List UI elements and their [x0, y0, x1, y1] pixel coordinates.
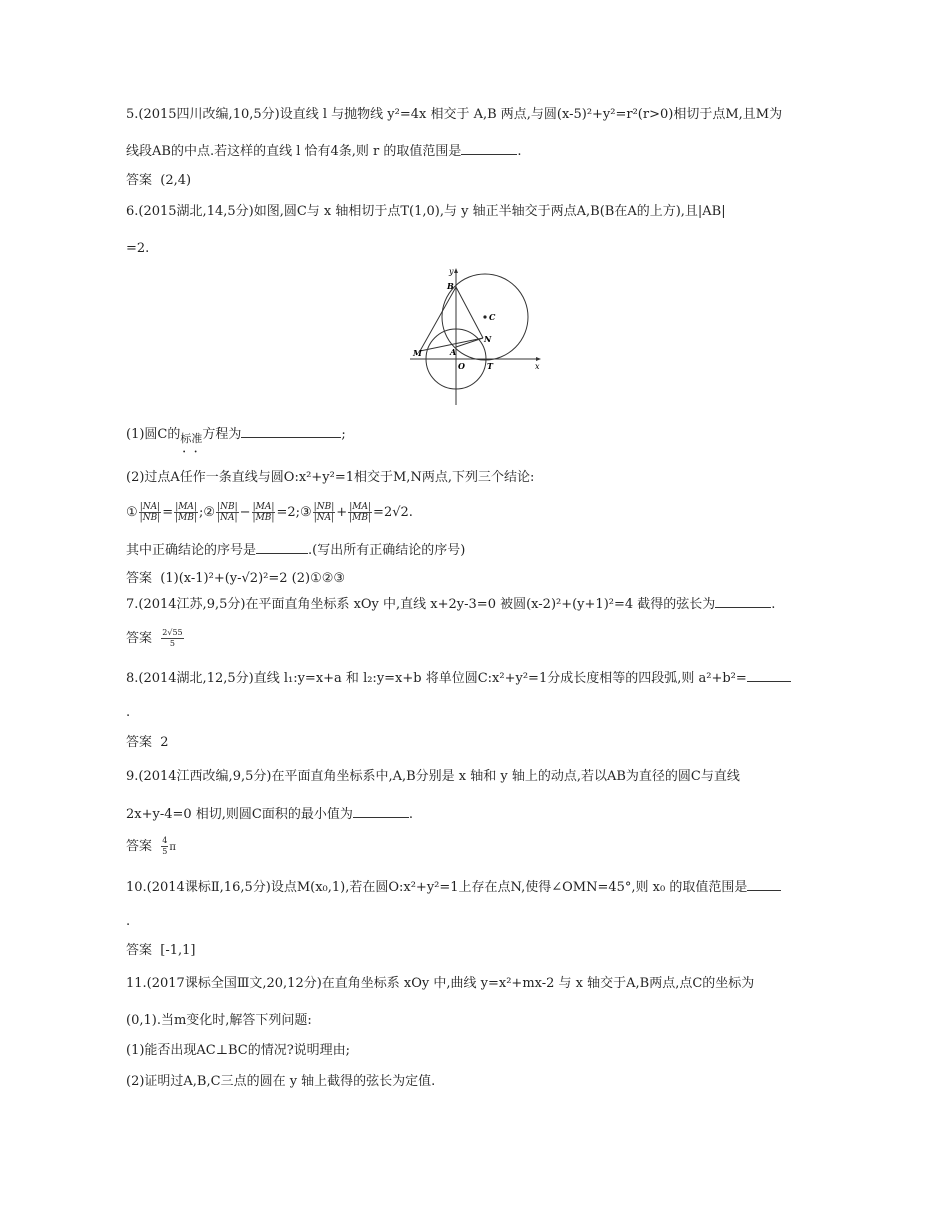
- frac-c2b: [252, 502, 276, 523]
- q8-answer: [126, 734, 169, 752]
- frac-c1a: [139, 502, 162, 523]
- frac-num: |NB|: [313, 502, 335, 512]
- q6-question-post: .(写出所有正确结论的序号): [308, 543, 466, 558]
- q8-blank: [747, 669, 791, 682]
- q7-line1-end: .: [771, 597, 776, 612]
- center-c-dot: [483, 315, 486, 318]
- q11-part2: (2)证明过A,B,C三点的圆在 y 轴上截得的弦长为定值.: [126, 1074, 436, 1089]
- q10-line1: [126, 878, 781, 897]
- frac-num: 4: [162, 836, 168, 845]
- q5-line2-text: 线段AB的中点.若这样的直线 l 恰有4条,则 r 的取值范围是: [126, 144, 462, 159]
- q10-line1-text: 10.(2014课标Ⅱ,16,5分)设点M(x₀,1),若在圆O:x²+y²=1上存在点N,使得∠OMN=45°,则 x₀ 的取值范围是: [126, 880, 748, 895]
- frac-den: |MB|: [349, 513, 372, 523]
- q5-line2: [126, 142, 522, 161]
- frac-num: |MA|: [252, 502, 275, 512]
- frac-num: |MA|: [175, 502, 197, 512]
- answer-value: (1)(x-1)²+(y-√2)²=2 (2)①②③: [160, 571, 346, 586]
- y-axis-arrow: [454, 268, 458, 273]
- q9-answer-frac: [161, 836, 168, 857]
- q7-blank: [715, 595, 771, 608]
- q5-line1: 5.(2015四川改编,10,5分)设直线 l 与抛物线 y²=4x 相交于 A,B 两点,与圆(x-5)²+y²=r²(r>0)相切于点M,且M为: [126, 107, 783, 122]
- q6-part1-prefix: (1)圆C的: [126, 427, 181, 442]
- q6-part1-blank: [241, 425, 341, 438]
- answer-label: 答案: [126, 943, 153, 958]
- c3-root: √2: [392, 505, 409, 520]
- frac-den: 5: [162, 847, 168, 856]
- answer-value: 2: [160, 735, 169, 750]
- label-y: y: [449, 267, 454, 276]
- q10-answer: [126, 942, 196, 960]
- x-axis-arrow: [536, 357, 541, 361]
- answer-value: [-1,1]: [160, 943, 196, 958]
- q9-answer-suffix: π: [169, 842, 176, 853]
- geometry-figure: [405, 265, 545, 410]
- q9-line2-end: .: [408, 807, 414, 822]
- q6-part1: [126, 425, 346, 444]
- conclusion-3-mark: ;③: [295, 505, 312, 520]
- conclusion-2-mark: ;②: [199, 505, 216, 520]
- label-m: M: [413, 348, 422, 358]
- q11-line1: 11.(2017课标全国Ⅲ文,20,12分)在直角坐标系 xOy 中,曲线 y=x²+mx-2 与 x 轴交于A,B两点,点C的坐标为: [126, 976, 755, 991]
- frac-num: |MA|: [349, 502, 371, 512]
- q6-answer: [126, 570, 345, 588]
- c3-eq: =2: [373, 505, 393, 520]
- q8-line2: .: [126, 705, 131, 720]
- q9-blank: [353, 805, 409, 818]
- q11-part1: (1)能否出现AC⊥BC的情况?说明理由;: [126, 1043, 351, 1058]
- q8-line1-text: 8.(2014湖北,12,5分)直线 l₁:y=x+a 和 l₂:y=x+b 将单位圆C:x²+y²=1分成长度相等的四段弧,则 a²+b²=: [126, 671, 747, 686]
- q10-line2: .: [126, 914, 131, 929]
- q7-answer-frac: [161, 628, 183, 649]
- q5-line2-end: .: [517, 144, 522, 159]
- q6-part1-emphasis: 标准 • •: [180, 430, 202, 448]
- q6-line2: =2.: [126, 241, 150, 256]
- q10-blank: [747, 878, 781, 891]
- label-o: O: [458, 361, 465, 371]
- q11-line2: (0,1).当m变化时,解答下列问题:: [126, 1013, 312, 1028]
- answer-label: 答案: [126, 631, 153, 646]
- q9-answer: [126, 836, 176, 857]
- frac-c1b: [174, 502, 198, 523]
- frac-c3a: [313, 502, 336, 523]
- frac-c3b: [348, 502, 372, 523]
- q7-line1-text: 7.(2014江苏,9,5分)在平面直角坐标系 xOy 中,直线 x+2y-3=0 被圆(x-2)²+(y+1)²=4 截得的弦长为: [126, 597, 716, 612]
- answer-label: 答案: [126, 735, 153, 750]
- q9-line2-text: 2x+y-4=0 相切,则圆C面积的最小值为: [126, 807, 353, 822]
- q9-line2: [126, 805, 413, 824]
- label-c: C: [489, 312, 496, 322]
- c2-eq: =2: [276, 505, 296, 520]
- q6-part1-suffix: 方程为: [202, 427, 242, 442]
- frac-den: |NA|: [217, 513, 238, 523]
- q6-question-pre: 其中正确结论的序号是: [126, 543, 257, 558]
- frac-den: |MB|: [252, 513, 275, 523]
- line-bn: [456, 287, 483, 338]
- frac-den: |MB|: [175, 513, 198, 523]
- label-n: N: [484, 334, 492, 344]
- frac-num: |NA|: [139, 502, 161, 512]
- q6-question-blank: [256, 541, 308, 554]
- c1-eq: =: [162, 505, 174, 520]
- answer-label: 答案: [126, 839, 153, 854]
- answer-value: (2,4): [160, 173, 192, 188]
- frac-den: |NA|: [313, 513, 335, 523]
- q6-part1-end: ;: [341, 427, 346, 442]
- q9-line1: 9.(2014江西改编,9,5分)在平面直角坐标系中,A,B分别是 x 轴和 y 轴上的动点,若以AB为直径的圆C与直线: [126, 769, 740, 784]
- q6-question: [126, 541, 465, 560]
- answer-label: 答案: [126, 173, 153, 188]
- q8-line1: [126, 669, 791, 688]
- frac-den: 5: [169, 639, 176, 648]
- frac-num: 2√55: [162, 628, 183, 637]
- conclusion-1-mark: ①: [126, 505, 138, 520]
- q6-part2: (2)过点A任作一条直线与圆O:x²+y²=1相交于M,N两点,下列三个结论:: [126, 470, 535, 485]
- q5-blank: [461, 142, 517, 155]
- q7-answer: [126, 628, 185, 649]
- c3-op: +: [336, 505, 348, 520]
- q7-line1: [126, 595, 775, 614]
- label-a: A: [450, 347, 457, 357]
- c3-end: .: [408, 505, 413, 520]
- frac-den: |NB|: [139, 513, 161, 523]
- label-t: T: [487, 361, 493, 371]
- frac-c2a: [216, 502, 239, 523]
- q6-conclusions: [126, 502, 413, 524]
- q6-line1: 6.(2015湖北,14,5分)如图,圆C与 x 轴相切于点T(1,0),与 y 轴正半轴交于两点A,B(B在A的上方),且|AB|: [126, 204, 726, 219]
- frac-num: |NB|: [217, 502, 238, 512]
- label-x: x: [535, 362, 540, 371]
- q5-answer: [126, 172, 191, 190]
- answer-label: 答案: [126, 571, 153, 586]
- c2-op: −: [239, 505, 251, 520]
- label-b: B: [447, 281, 454, 291]
- line-bm: [420, 287, 456, 351]
